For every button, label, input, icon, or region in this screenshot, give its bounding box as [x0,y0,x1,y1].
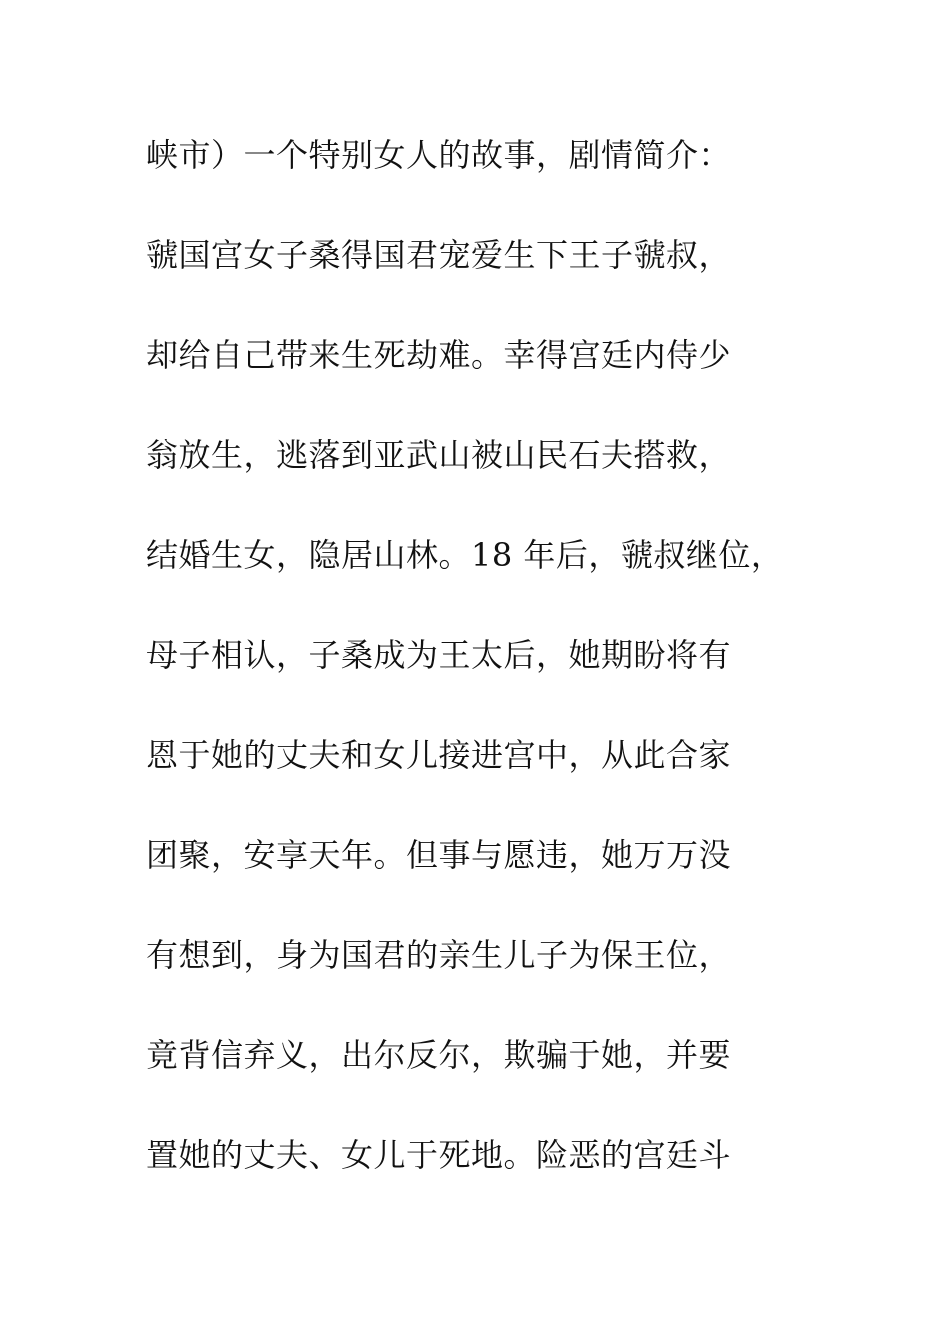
text-line: 母子相认，子桑成为王太后，她期盼将有 [146,636,732,674]
body-text [146,125,846,1225]
text-line: 结婚生女，隐居山林。18 年后，虢叔继位， [146,536,784,574]
text-line: 翁放生，逃落到亚武山被山民石夫搭救， [146,436,732,474]
text-line: 虢国宫女子桑得国君宠爱生下王子虢叔， [146,236,732,274]
text-line: 置她的丈夫、女儿于死地。险恶的宫廷斗 [146,1136,732,1174]
text-line: 却给自己带来生死劫难。幸得宫廷内侍少 [146,336,732,374]
text-line: 峡市）一个特别女人的故事，剧情简介： [146,136,732,174]
text-line: 团聚，安享天年。但事与愿违，她万万没 [146,836,732,874]
text-line: 有想到，身为国君的亲生儿子为保王位， [146,936,732,974]
text-line: 恩于她的丈夫和女儿接进宫中，从此合家 [146,736,732,774]
text-line: 竟背信弃义，出尔反尔，欺骗于她，并要 [146,1036,732,1074]
